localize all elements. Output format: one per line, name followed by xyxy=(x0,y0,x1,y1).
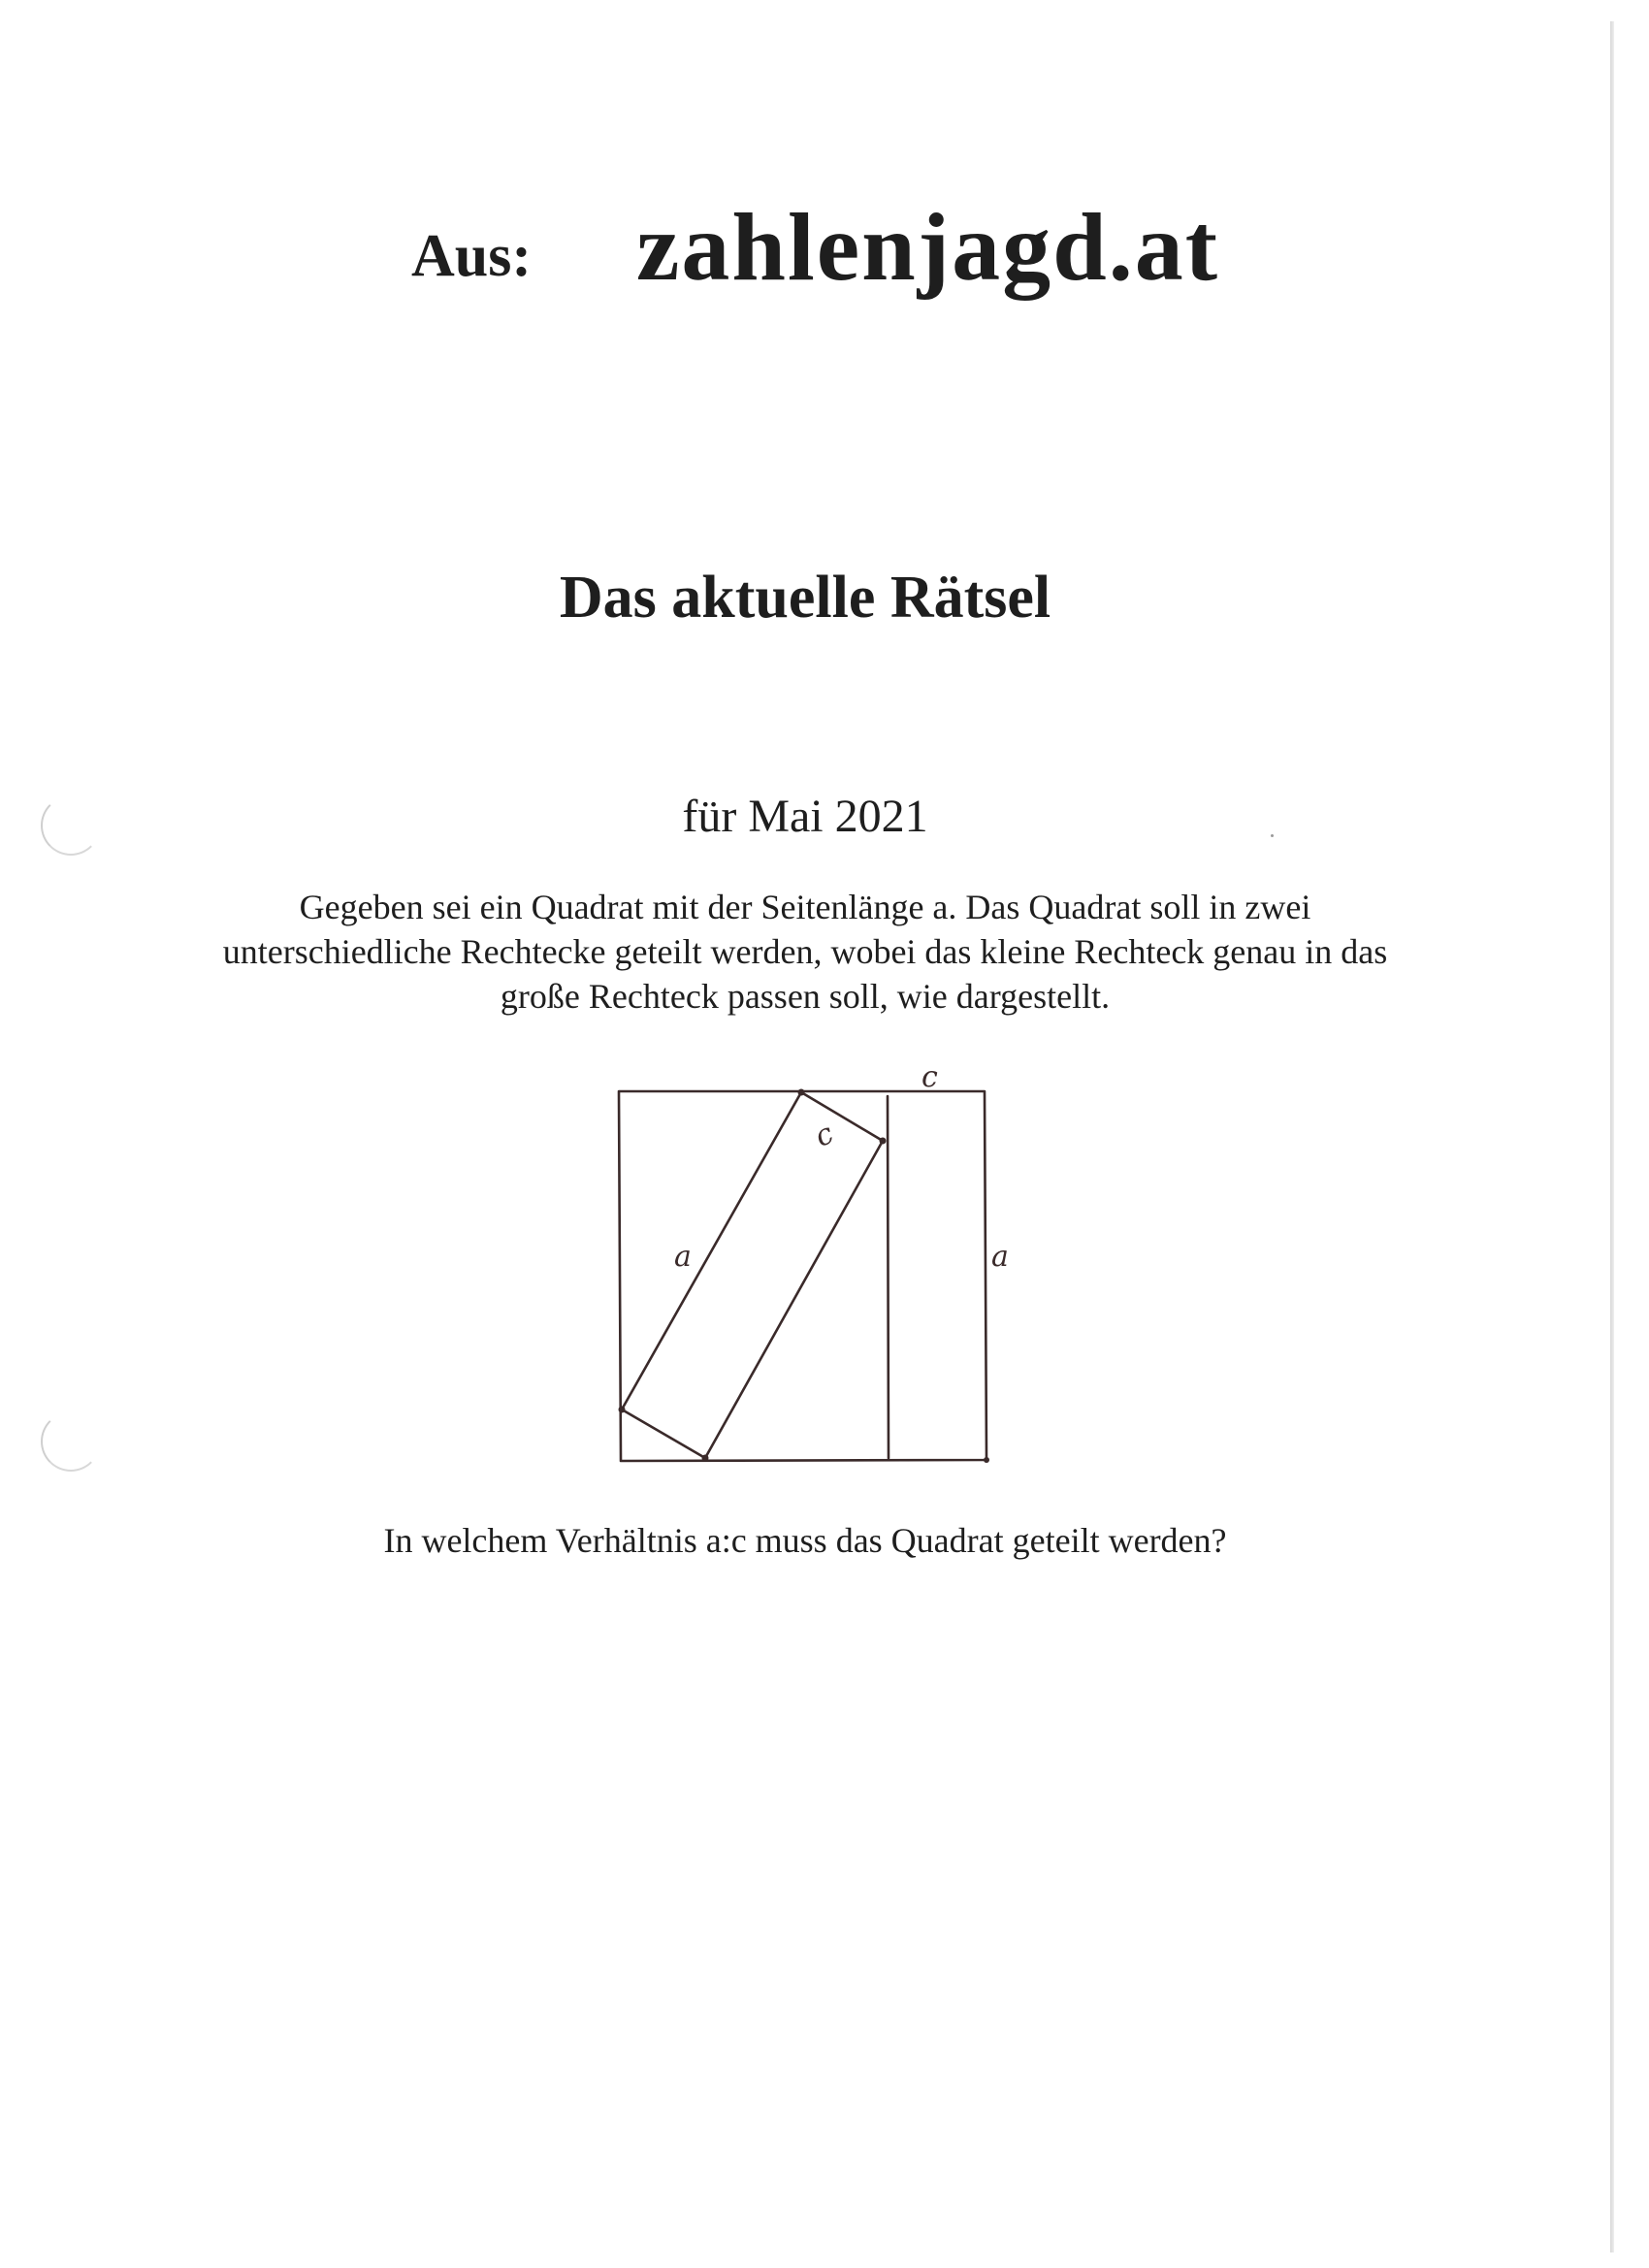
vertex-dot xyxy=(880,1138,887,1145)
vertex-dot xyxy=(798,1089,805,1096)
header-site-name: zahlenjagd.at xyxy=(636,193,1219,301)
header-prefix: Aus: xyxy=(411,223,533,289)
problem-line-2: unterschiedliche Rechtecke geteilt werden, wobei das kleine Rechteck genau in das xyxy=(222,932,1388,971)
label-c-inner: c xyxy=(809,1117,839,1154)
problem-statement xyxy=(175,885,1436,1019)
vertex-dot xyxy=(984,1457,989,1463)
problem-line-1: Gegeben sei ein Quadrat mit der Seitenlänge a. Das Quadrat soll in zwei xyxy=(299,888,1311,926)
tilted-rectangle xyxy=(622,1092,883,1458)
divider-line xyxy=(888,1096,889,1458)
page-title: Das aktuelle Rätsel xyxy=(559,565,1051,631)
problem-line-3: große Rechteck passen soll, wie dargestellt. xyxy=(500,977,1111,1016)
header xyxy=(0,193,1649,306)
label-a-right: a xyxy=(991,1240,1009,1274)
square-diagram xyxy=(601,1067,1048,1484)
punch-hole-lower xyxy=(41,1411,101,1472)
label-a-diagonal: a xyxy=(674,1240,692,1274)
label-c-top: c xyxy=(922,1067,938,1094)
vertex-dot xyxy=(619,1407,626,1413)
vertex-dot xyxy=(702,1455,709,1462)
outer-square xyxy=(619,1091,986,1461)
question-text: In welchem Verhältnis a:c muss das Quadrat geteilt werden? xyxy=(383,1521,1227,1560)
scan-edge xyxy=(1610,21,1614,2252)
page-subtitle: für Mai 2021 xyxy=(682,791,928,842)
